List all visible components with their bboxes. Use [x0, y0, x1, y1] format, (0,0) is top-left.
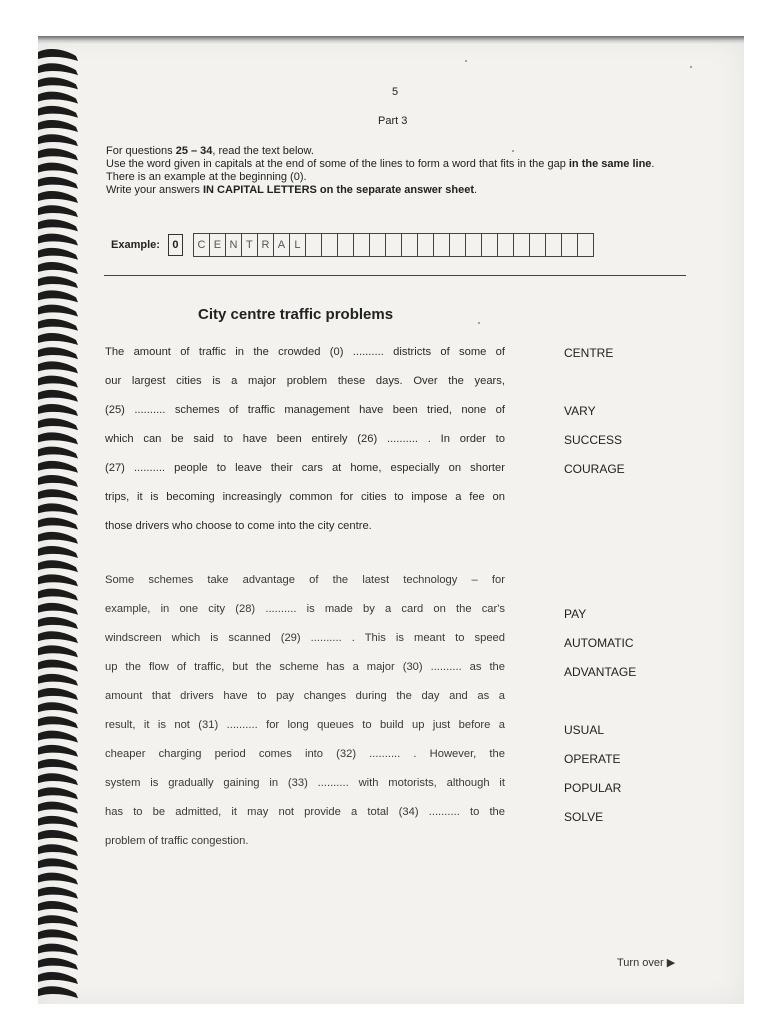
spiral-coil	[38, 276, 78, 288]
spiral-coil	[38, 503, 78, 515]
answer-box: C	[193, 233, 210, 257]
answer-box: N	[226, 233, 242, 257]
spiral-coil	[38, 49, 78, 61]
spiral-coil	[38, 219, 78, 231]
spiral-coil	[38, 532, 78, 544]
spiral-coil	[38, 475, 78, 487]
text-line: system is gradually gaining in (33) .......... with motorists, although it	[105, 777, 505, 789]
text-line: problem of traffic congestion.	[105, 835, 249, 847]
answer-box	[386, 233, 402, 257]
spiral-coil	[38, 333, 78, 345]
text-line: example, in one city (28) .......... is made by a card on the car's	[105, 603, 505, 615]
spiral-coil	[38, 688, 78, 700]
answer-box	[402, 233, 418, 257]
text-line: which can be said to have been entirely (26) .......... . In order to	[105, 433, 505, 445]
spiral-coil	[38, 305, 78, 317]
spiral-coil	[38, 816, 78, 828]
answer-box	[306, 233, 322, 257]
text-line: our largest cities is a major problem these days. Over the years,	[105, 375, 505, 387]
spiral-coil	[38, 915, 78, 927]
keyword-courage: COURAGE	[564, 462, 625, 476]
answer-box	[450, 233, 466, 257]
spiral-coil	[38, 787, 78, 799]
text-line: has to be admitted, it may not provide a total (34) .......... to the	[105, 806, 505, 818]
spiral-coil	[38, 929, 78, 941]
text-line: (25) .......... schemes of traffic management have been tried, none of	[105, 404, 505, 416]
spiral-coil	[38, 986, 78, 998]
part-label: Part 3	[378, 115, 408, 127]
instruction-line-4: Write your answers IN CAPITAL LETTERS on the separate answer sheet.	[106, 184, 478, 196]
spiral-coil	[38, 163, 78, 175]
answer-box: E	[210, 233, 226, 257]
spiral-coil	[38, 461, 78, 473]
spiral-coil	[38, 120, 78, 132]
example-label: Example:	[111, 239, 160, 251]
spiral-coil	[38, 603, 78, 615]
spiral-coil	[38, 802, 78, 814]
example-row	[111, 232, 594, 258]
answer-box	[338, 233, 354, 257]
answer-box	[354, 233, 370, 257]
spiral-coil	[38, 560, 78, 572]
answer-box	[434, 233, 450, 257]
example-answer-boxes	[193, 233, 594, 257]
spiral-coil	[38, 361, 78, 373]
spiral-coil	[38, 234, 78, 246]
answer-box	[466, 233, 482, 257]
spiral-coil	[38, 887, 78, 899]
spiral-coil	[38, 347, 78, 359]
answer-box	[498, 233, 514, 257]
spiral-coil	[38, 958, 78, 970]
answer-box: A	[274, 233, 290, 257]
spiral-coil	[38, 631, 78, 643]
answer-box	[482, 233, 498, 257]
spiral-coil	[38, 844, 78, 856]
spiral-coil	[38, 702, 78, 714]
text-line: up the flow of traffic, but the scheme has a major (30) .......... as the	[105, 661, 505, 673]
instruction-line-3: There is an example at the beginning (0).	[106, 171, 307, 183]
text-line: amount that drivers have to pay changes during the day and as a	[105, 690, 505, 702]
spiral-coil	[38, 773, 78, 785]
spiral-coil	[38, 489, 78, 501]
spiral-coil	[38, 447, 78, 459]
answer-box	[530, 233, 546, 257]
text-line: cheaper charging period comes into (32) .......... . However, the	[105, 748, 505, 760]
spiral-coil	[38, 731, 78, 743]
spiral-coil	[38, 191, 78, 203]
spiral-coil	[38, 390, 78, 402]
spiral-coil	[38, 745, 78, 757]
text-line: those drivers who choose to come into the city centre.	[105, 520, 372, 532]
keyword-usual: USUAL	[564, 723, 605, 737]
answer-box	[546, 233, 562, 257]
example-number: 0	[168, 234, 183, 256]
spiral-coil	[38, 901, 78, 913]
keyword-centre: CENTRE	[564, 346, 614, 360]
spiral-coil	[38, 92, 78, 104]
page-top-edge	[38, 36, 744, 44]
keyword-operate: OPERATE	[564, 752, 621, 766]
spiral-coil	[38, 134, 78, 146]
spiral-coil	[38, 106, 78, 118]
spiral-coil	[38, 645, 78, 657]
spiral-coil	[38, 674, 78, 686]
spiral-coil	[38, 63, 78, 75]
keyword-vary: VARY	[564, 404, 596, 418]
text-line: Some schemes take advantage of the latest technology – for	[105, 574, 505, 586]
text-line: (27) .......... people to leave their cars at home, especially on shorter	[105, 462, 505, 474]
instruction-line-1: For questions 25 – 34, read the text below.	[106, 145, 314, 157]
keyword-automatic: AUTOMATIC	[564, 636, 634, 650]
instruction-line-2: Use the word given in capitals at the end of some of the lines to form a word that fits in the gap in the same line.	[106, 158, 655, 170]
spiral-coil	[38, 546, 78, 558]
spiral-coil	[38, 248, 78, 260]
answer-box	[578, 233, 594, 257]
answer-box	[370, 233, 386, 257]
keyword-success: SUCCESS	[564, 433, 623, 447]
spiral-coil	[38, 177, 78, 189]
keyword-advantage: ADVANTAGE	[564, 665, 637, 679]
scan-speck	[478, 322, 480, 324]
text-title: City centre traffic problems	[198, 306, 394, 323]
scan-speck	[690, 66, 692, 68]
spiral-coil	[38, 716, 78, 728]
spiral-coil	[38, 418, 78, 430]
spiral-coil	[38, 148, 78, 160]
scan-speck	[465, 60, 467, 62]
answer-box: R	[258, 233, 274, 257]
spiral-coil	[38, 262, 78, 274]
answer-box	[418, 233, 434, 257]
spiral-coil	[38, 77, 78, 89]
spiral-binding	[36, 44, 82, 1004]
spiral-coil	[38, 432, 78, 444]
text-line: windscreen which is scanned (29) .......... . This is meant to speed	[105, 632, 505, 644]
text-line: The amount of traffic in the crowded (0) .......... districts of some of	[105, 346, 505, 358]
answer-box	[562, 233, 578, 257]
turn-over-label: Turn over ▶	[617, 957, 676, 969]
spiral-coil	[38, 319, 78, 331]
spiral-coil	[38, 589, 78, 601]
page-number: 5	[392, 86, 399, 98]
spiral-coil	[38, 290, 78, 302]
spiral-coil	[38, 858, 78, 870]
answer-box: L	[290, 233, 306, 257]
answer-box	[514, 233, 530, 257]
spiral-coil	[38, 376, 78, 388]
spiral-coil	[38, 617, 78, 629]
text-line: trips, it is becoming increasingly common for cities to impose a fee on	[105, 491, 505, 503]
spiral-coil	[38, 944, 78, 956]
spiral-coil	[38, 205, 78, 217]
scan-speck	[512, 150, 514, 152]
divider-rule	[104, 275, 686, 276]
spiral-coil	[38, 660, 78, 672]
answer-box: T	[242, 233, 258, 257]
spiral-coil	[38, 518, 78, 530]
text-line: result, it is not (31) .......... for long queues to build up just before a	[105, 719, 505, 731]
instructions	[106, 145, 696, 197]
spiral-coil	[38, 830, 78, 842]
answer-box	[322, 233, 338, 257]
spiral-coil	[38, 873, 78, 885]
spiral-coil	[38, 404, 78, 416]
keyword-pay: PAY	[564, 607, 587, 621]
keyword-solve: SOLVE	[564, 810, 604, 824]
spiral-coil	[38, 759, 78, 771]
spiral-coil	[38, 972, 78, 984]
spiral-coil	[38, 574, 78, 586]
keyword-popular: POPULAR	[564, 781, 622, 795]
